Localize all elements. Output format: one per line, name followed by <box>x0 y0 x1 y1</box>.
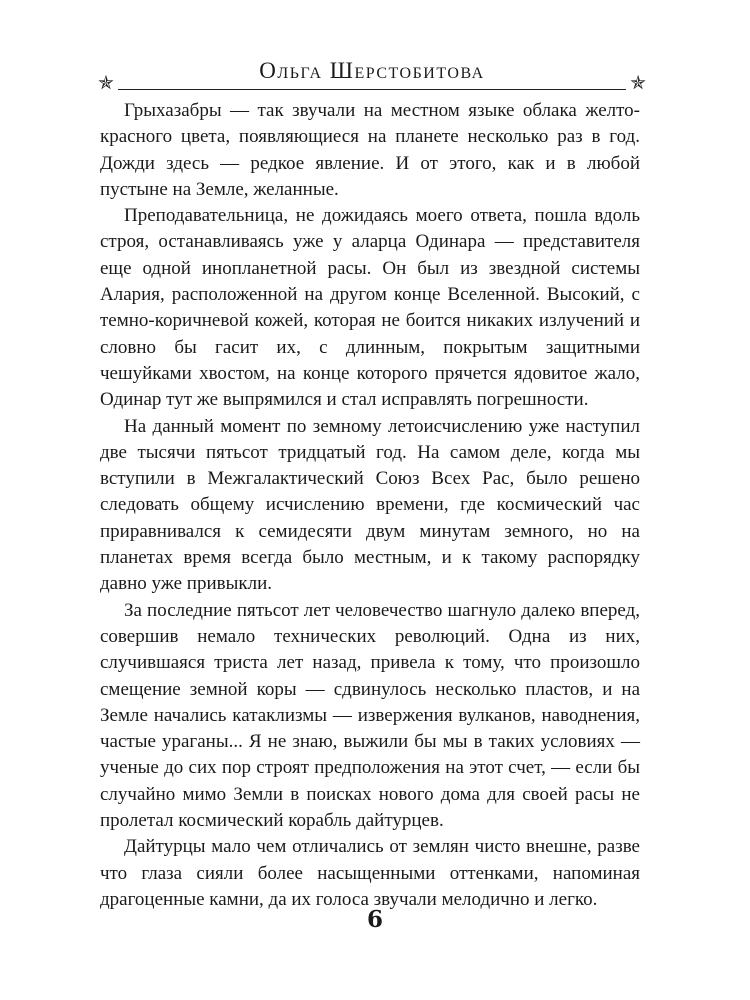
author-name: Ольга Шерстобитова <box>259 58 485 83</box>
star-ornament-icon: ✯ <box>98 72 114 94</box>
page-number: 6 <box>366 906 383 933</box>
paragraph: Грыхазабры — так звучали на местном языке облака желто-красного цвета, появляющиеся на планете несколько раз в год. Дожди здесь — редкое явление. И от этого, как и в любой пустыне на Земле, желанные. <box>100 100 640 200</box>
main-text <box>100 98 640 913</box>
running-head <box>98 52 646 92</box>
paragraph: Дайтурцы мало чем отличались от землян чисто внешне, разве что глаза сияли более насыщенными оттенками, напоминая драгоценные камни, да их голоса звучали мелодично и легко. <box>100 836 640 910</box>
paragraph: На данный момент по земному летоисчислению уже наступил две тысячи пятьсот тридцатый год. На самом деле, когда мы вступили в Межгалактический Союз Всех Рас, было решено следовать общему исчислению времени, где космический час приравнивался к семидесяти двум минутам земного, но на планетах время всегда было местным, и к такому распорядку давно уже привыкли. <box>100 415 640 595</box>
star-ornament-icon: ✯ <box>630 72 646 94</box>
header-divider <box>118 89 626 90</box>
paragraph: Преподавательница, не дожидаясь моего ответа, пошла вдоль строя, останавливаясь уже у аларца Одинара — представителя еще одной инопланетной расы. Он был из звездной системы Алария, расположенной на другом конце Вселенной. Высокий, с темно-коричневой кожей, которая не боится никаких излучений и словно бы гасит их, с длинным, покрытым защитными чешуйками хвостом, на конце которого прячется ядовитое жало, Одинар тут же выпрямился и стал исправлять погрешности. <box>100 205 640 411</box>
paragraph: За последние пятьсот лет человечество шагнуло далеко вперед, совершив немало технических революций. Одна из них, случившаяся триста лет назад, привела к тому, что произошло смещение земной коры — сдвинулось несколько пластов, и на Земле начались катаклизмы — извержения вулканов, наводнения, частые ураганы... Я не знаю, выжили бы мы в таких условиях — ученые до сих пор строят предположения на этот счет, — если бы случайно мимо Земли в поисках нового дома для своей расы не пролетал космический корабль дайтурцев. <box>100 599 640 832</box>
